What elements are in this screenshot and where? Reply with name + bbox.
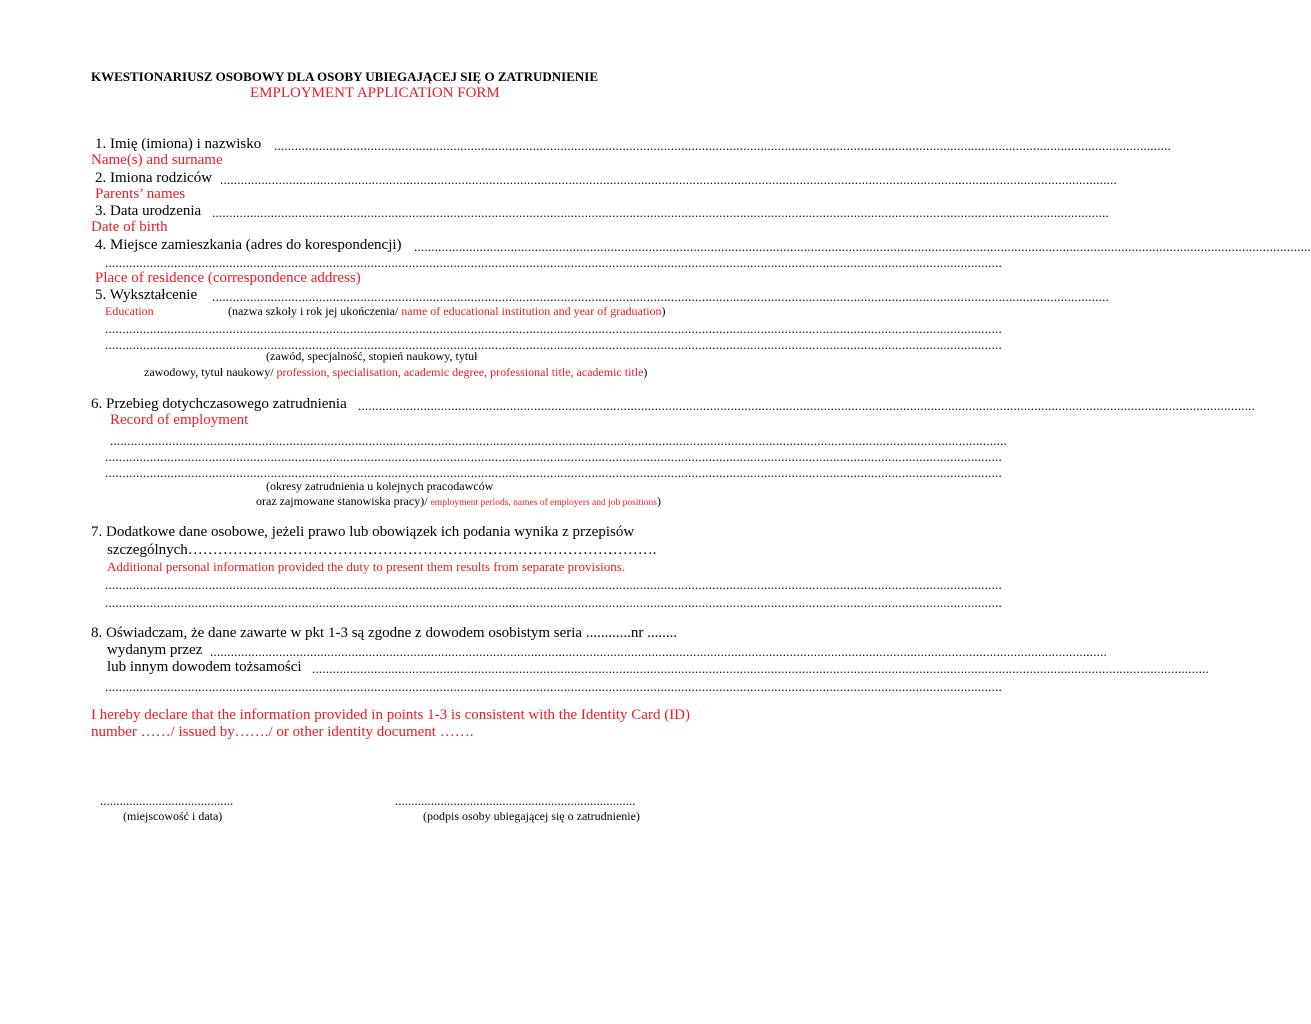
form-title-pl: KWESTIONARIUSZ OSOBOWY DLA OSOBY UBIEGAJĄCEJ SIĘ O ZATRUDNIENIE xyxy=(91,69,598,84)
field-5-hint2-line1: (zawód, specjalność, stopień naukowy, tytuł xyxy=(266,349,478,363)
field-2-label: 2. Imiona rodziców xyxy=(95,170,213,186)
place-date-input[interactable]: ......................................... xyxy=(100,793,234,808)
declaration-line2: number ……/ issued by……./ or other identity document ……. xyxy=(91,724,474,740)
field-3-input[interactable]: .................................................................................................................................................................................................................................................................... xyxy=(212,205,1109,220)
field-8-line2: wydanym przez xyxy=(107,642,203,658)
field-8-line3: lub innym dowodem tożsamości xyxy=(107,659,302,675)
field-5-hint: (nazwa szkoły i rok jej ukończenia/ name of educational institution and year of graduation) xyxy=(228,304,666,318)
declaration-line1: I hereby declare that the information provided in points 1-3 is consistent with the Identity Card (ID) xyxy=(91,707,691,723)
field-3-label-en: Date of birth xyxy=(91,219,168,235)
signature-input[interactable]: .......................................................................... xyxy=(395,793,636,808)
form-title-en: EMPLOYMENT APPLICATION FORM xyxy=(250,85,500,101)
field-3-label: 3. Data urodzenia xyxy=(95,203,202,219)
field-4-input[interactable]: .................................................................................................................................................................................................................................................................... xyxy=(414,239,1311,254)
field-5-input[interactable]: .................................................................................................................................................................................................................................................................... xyxy=(212,289,1109,304)
field-6-input[interactable]: .................................................................................................................................................................................................................................................................... xyxy=(358,398,1255,413)
field-6-input-line3[interactable]: .................................................................................................................................................................................................................................................................... xyxy=(105,449,1002,464)
field-8-input-line4[interactable]: .................................................................................................................................................................................................................................................................... xyxy=(105,679,1002,694)
field-7-input-line1[interactable]: .................................................................................................................................................................................................................................................................... xyxy=(105,577,1002,592)
field-5-label: 5. Wykształcenie xyxy=(95,287,198,303)
field-5-input-line2[interactable]: .................................................................................................................................................................................................................................................................... xyxy=(105,321,1002,336)
field-4-input-line2[interactable]: .................................................................................................................................................................................................................................................................... xyxy=(105,255,1002,270)
field-6-hint-line1: (okresy zatrudnienia u kolejnych pracodawców xyxy=(266,479,494,493)
field-6-label: 6. Przebieg dotychczasowego zatrudnienia xyxy=(91,396,347,412)
field-7-input-line2[interactable]: .................................................................................................................................................................................................................................................................... xyxy=(105,595,1002,610)
field-4-label: 4. Miejsce zamieszkania (adres do korespondencji) xyxy=(95,237,402,253)
field-6-input-line4[interactable]: .................................................................................................................................................................................................................................................................... xyxy=(105,465,1002,480)
field-2-input[interactable]: .................................................................................................................................................................................................................................................................... xyxy=(220,172,1117,187)
field-6-input-line2[interactable]: .................................................................................................................................................................................................................................................................... xyxy=(110,433,1007,448)
field-1-label-en: Name(s) and surname xyxy=(91,152,223,168)
field-5-input-line3[interactable]: .................................................................................................................................................................................................................................................................... xyxy=(105,337,1002,352)
field-6-label-en: Record of employment xyxy=(110,412,249,428)
field-5-hint2-line2: zawodowy, tytuł naukowy/ profession, specialisation, academic degree, professional title, academic title) xyxy=(144,365,648,379)
place-date-label: (miejscowość i data) xyxy=(123,809,223,823)
field-7-line2[interactable]: szczególnych…………………………………………………………………………………. xyxy=(107,542,657,558)
field-1-input[interactable]: .................................................................................................................................................................................................................................................................... xyxy=(274,138,1171,153)
field-1-label: 1. Imię (imiona) i nazwisko xyxy=(95,136,262,152)
field-8-other-id-input[interactable]: .................................................................................................................................................................................................................................................................... xyxy=(312,661,1209,676)
field-2-label-en: Parents’ names xyxy=(95,186,186,202)
field-5-label-en: Education xyxy=(105,304,154,318)
field-4-label-en: Place of residence (correspondence address) xyxy=(95,270,361,286)
field-8-line1: 8. Oświadczam, że dane zawarte w pkt 1-3 są zgodne z dowodem osobistym seria ............nr ........ xyxy=(91,625,678,641)
field-6-hint-line2: oraz zajmowane stanowiska pracy)/ employment periods, names of employers and job positions) xyxy=(256,494,661,508)
signature-label: (podpis osoby ubiegającej się o zatrudnienie) xyxy=(423,809,640,823)
field-7-line1: 7. Dodatkowe dane osobowe, jeżeli prawo lub obowiązek ich podania wynika z przepisów xyxy=(91,524,635,540)
field-8-issued-by-input[interactable]: .................................................................................................................................................................................................................................................................... xyxy=(210,644,1107,659)
field-7-label-en: Additional personal information provided the duty to present them results from separate provisions. xyxy=(107,559,626,574)
